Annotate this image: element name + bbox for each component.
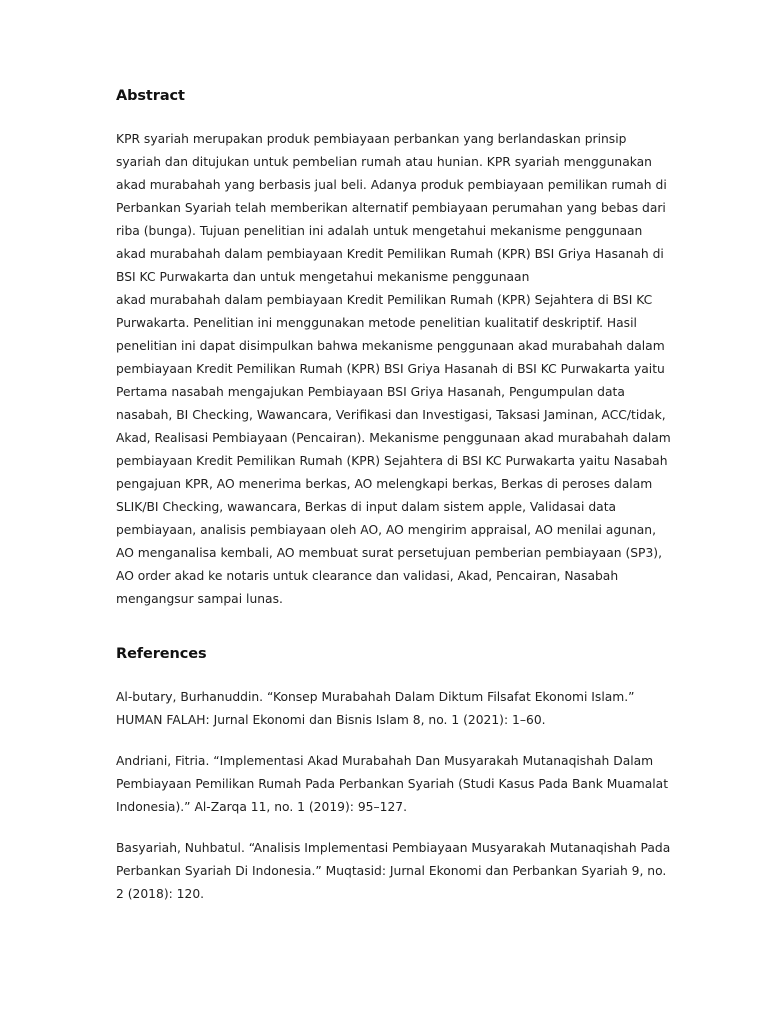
abstract-heading: Abstract bbox=[116, 88, 185, 104]
reference-line: Andriani, Fitria. “Implementasi Akad Murabahah Dan Musyarakah Mutanaqishah Dalam bbox=[116, 754, 654, 768]
abstract-line: Akad, Realisasi Pembiayaan (Pencairan). Mekanisme penggunaan akad murabahah dalam bbox=[116, 431, 671, 445]
reference-line: Basyariah, Nuhbatul. “Analisis Implementasi Pembiayaan Musyarakah Mutanaqishah Pada bbox=[116, 841, 671, 855]
abstract-line: nasabah, BI Checking, Wawancara, Verifikasi dan Investigasi, Taksasi Jaminan, ACC/tidak, bbox=[116, 408, 666, 422]
reference-item bbox=[116, 750, 670, 819]
references-heading: References bbox=[116, 646, 207, 662]
abstract-line: mengangsur sampai lunas. bbox=[116, 592, 283, 606]
abstract-line: AO order akad ke notaris untuk clearance dan validasi, Akad, Pencairan, Nasabah bbox=[116, 569, 619, 583]
reference-line: Perbankan Syariah Di Indonesia.” Muqtasid: Jurnal Ekonomi dan Perbankan Syariah 9, no. bbox=[116, 864, 667, 878]
references-list bbox=[116, 686, 670, 924]
abstract-body bbox=[116, 128, 671, 611]
abstract-line: akad murabahah dalam pembiayaan Kredit Pemilikan Rumah (KPR) BSI Griya Hasanah di bbox=[116, 247, 664, 261]
abstract-line: AO menganalisa kembali, AO membuat surat persetujuan pemberian pembiayaan (SP3), bbox=[116, 546, 662, 560]
reference-line: 2 (2018): 120. bbox=[116, 887, 205, 901]
reference-line: Al-butary, Burhanuddin. “Konsep Murabahah Dalam Diktum Filsafat Ekonomi Islam.” bbox=[116, 690, 635, 704]
abstract-line: SLIK/BI Checking, wawancara, Berkas di input dalam sistem apple, Validasai data bbox=[116, 500, 617, 514]
abstract-line: pembiayaan, analisis pembiayaan oleh AO, AO mengirim appraisal, AO menilai agunan, bbox=[116, 523, 656, 537]
abstract-line: Purwakarta. Penelitian ini menggunakan metode penelitian kualitatif deskriptif. Hasil bbox=[116, 316, 637, 330]
reference-line: Indonesia).” Al-Zarqa 11, no. 1 (2019): 95–127. bbox=[116, 800, 408, 814]
abstract-line: pembiayaan Kredit Pemilikan Rumah (KPR) Sejahtera di BSI KC Purwakarta yaitu Nasabah bbox=[116, 454, 668, 468]
abstract-line: akad murabahah yang berbasis jual beli. Adanya produk pembiayaan pemilikan rumah di bbox=[116, 178, 667, 192]
abstract-line: pembiayaan Kredit Pemilikan Rumah (KPR) BSI Griya Hasanah di BSI KC Purwakarta yaitu bbox=[116, 362, 665, 376]
reference-item bbox=[116, 837, 670, 906]
abstract-line: Pertama nasabah mengajukan Pembiayaan BSI Griya Hasanah, Pengumpulan data bbox=[116, 385, 625, 399]
abstract-line: pengajuan KPR, AO menerima berkas, AO melengkapi berkas, Berkas di peroses dalam bbox=[116, 477, 653, 491]
reference-line: Pembiayaan Pemilikan Rumah Pada Perbankan Syariah (Studi Kasus Pada Bank Muamalat bbox=[116, 777, 669, 791]
abstract-line: KPR syariah merupakan produk pembiayaan perbankan yang berlandaskan prinsip bbox=[116, 132, 627, 146]
reference-item bbox=[116, 686, 670, 732]
reference-line: HUMAN FALAH: Jurnal Ekonomi dan Bisnis Islam 8, no. 1 (2021): 1–60. bbox=[116, 713, 546, 727]
abstract-line: BSI KC Purwakarta dan untuk mengetahui mekanisme penggunaan bbox=[116, 270, 530, 284]
abstract-line: syariah dan ditujukan untuk pembelian rumah atau hunian. KPR syariah menggunakan bbox=[116, 155, 652, 169]
abstract-line: Perbankan Syariah telah memberikan alternatif pembiayaan perumahan yang bebas dari bbox=[116, 201, 666, 215]
abstract-line: akad murabahah dalam pembiayaan Kredit Pemilikan Rumah (KPR) Sejahtera di BSI KC bbox=[116, 293, 653, 307]
abstract-line: riba (bunga). Tujuan penelitian ini adalah untuk mengetahui mekanisme penggunaan bbox=[116, 224, 643, 238]
abstract-line: penelitian ini dapat disimpulkan bahwa mekanisme penggunaan akad murabahah dalam bbox=[116, 339, 665, 353]
